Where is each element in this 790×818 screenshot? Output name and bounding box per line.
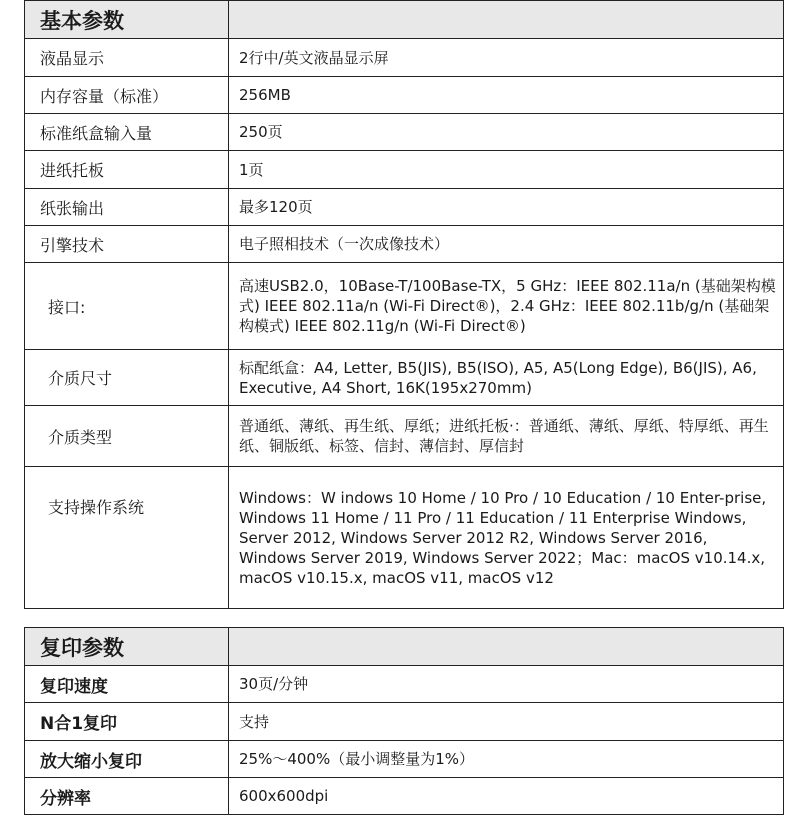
spec-row-copy-speed [25, 666, 784, 703]
spec-value: Windows：W indows 10 Home / 10 Pro / 10 Education / 10 Enter-prise, Windows 11 Home / 11 Pro / 11 Education / 11 Enterprise Windows, Server 2012, Windows Server 2012 R2, Windows Server 2016, Windows Server 2019, Windows Server 2022；Mac：macOS v10.14.x, macOS v10.15.x, macOS v11, macOS v12 [229, 467, 784, 609]
spec-value: 30页/分钟 [229, 666, 784, 703]
spec-label: 内存容量（标准） [25, 77, 229, 114]
spec-label: 标准纸盒输入量 [25, 114, 229, 151]
spec-row-tray-capacity [25, 114, 784, 151]
spec-row-resolution [25, 778, 784, 815]
spec-value: 1页 [229, 151, 784, 189]
spec-row-engine [25, 226, 784, 263]
spec-row-paper-output [25, 189, 784, 226]
section-header-basic [25, 1, 784, 39]
spec-label: 复印速度 [25, 666, 229, 703]
spec-label: 液晶显示 [25, 39, 229, 77]
spec-label: 分辨率 [25, 778, 229, 815]
spec-row-interface [25, 263, 784, 350]
spec-label: 支持操作系统 [25, 467, 229, 609]
spec-value: 支持 [229, 703, 784, 741]
spec-value: 普通纸、薄纸、再生纸、厚纸；进纸托板·：普通纸、薄纸、厚纸、特厚纸、再生纸、铜版纸、标签、信封、薄信封、厚信封 [229, 406, 784, 467]
spec-value: 电子照相技术（一次成像技术） [229, 226, 784, 263]
spec-label: 引擎技术 [25, 226, 229, 263]
spec-value: 256MB [229, 77, 784, 114]
spec-row-media-size [25, 350, 784, 406]
spec-label: 介质尺寸 [25, 350, 229, 406]
spec-row-lcd [25, 39, 784, 77]
spec-label: 接口: [25, 263, 229, 350]
spec-value: 标配纸盒：A4, Letter, B5(JIS), B5(ISO), A5, A5(Long Edge), B6(JIS), A6, Executive, A4 Short, 16K(195x270mm) [229, 350, 784, 406]
spec-value: 250页 [229, 114, 784, 151]
spec-value: 最多120页 [229, 189, 784, 226]
spec-label: 介质类型 [25, 406, 229, 467]
spec-row-memory [25, 77, 784, 114]
section-header-blank [229, 628, 784, 666]
spec-value: 600x600dpi [229, 778, 784, 815]
spec-row-manual-feed [25, 151, 784, 189]
spec-label: N合1复印 [25, 703, 229, 741]
section-header-copy [25, 628, 784, 666]
spec-row-media-type [25, 406, 784, 467]
basic-params-table [24, 0, 784, 609]
spec-value: 25%～400%（最小调整量为1%） [229, 741, 784, 778]
spec-value: 高速USB2.0，10Base-T/100Base-TX，5 GHz：IEEE 802.11a/n (基础架构模式) IEEE 802.11a/n (Wi-Fi Direct®)，2.4 GHz：IEEE 802.11b/g/n (基础架构模式) IEEE 802.11g/n (Wi-Fi Direct®) [229, 263, 784, 350]
spec-label: 放大缩小复印 [25, 741, 229, 778]
copy-params-table [24, 627, 784, 815]
spec-label: 纸张输出 [25, 189, 229, 226]
section-header-blank [229, 1, 784, 39]
section-title: 复印参数 [25, 628, 229, 666]
spec-row-os [25, 467, 784, 609]
section-title: 基本参数 [25, 1, 229, 39]
spec-row-n-in-1 [25, 703, 784, 741]
spec-label: 进纸托板 [25, 151, 229, 189]
spec-row-zoom [25, 741, 784, 778]
spec-value: 2行中/英文液晶显示屏 [229, 39, 784, 77]
